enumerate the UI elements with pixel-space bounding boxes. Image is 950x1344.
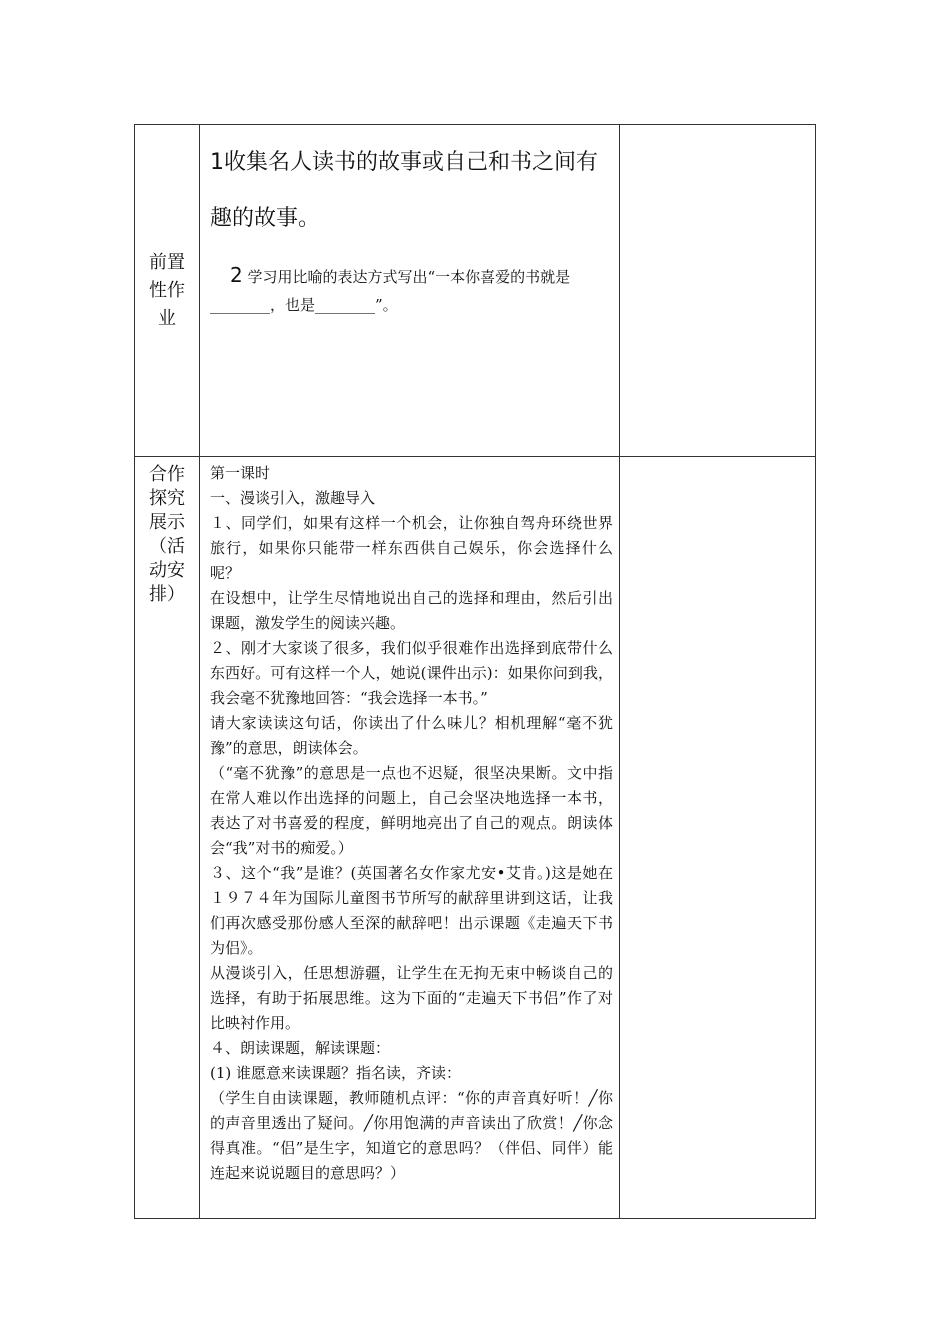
item-text: 收集名人读书的故事或自己和书之间有趣的故事。 (210, 150, 599, 231)
lesson-paragraph: ３、这个“我”是谁？(英国著名女作家尤安•艾肯。)这是她在１９７４年为国际儿童图书节所写的献辞里讲到这话，让我们再次感受那份感人至深的献辞吧！出示课题《走遍天下书为侣》。 (210, 864, 613, 957)
lesson-paragraph: ４、朗读课题，解读课题： (210, 1039, 391, 1057)
label-line: 探究 (149, 488, 185, 509)
lesson-paragraph: 请大家读读这句话，你读出了什么味儿？相机理解“毫不犹豫”的意思，朗读体会。 (210, 714, 613, 757)
lesson-paragraph: （学生自由读课题，教师随机点评：“你的声音真好听！╱你的声音里透出了疑问。╱你用饱满的声音读出了欣赏！╱你念得真准。“侣”是生字，知道它的意思吗？（伴侣、同伴）能连起来说说题目的意思吗？） (210, 1089, 613, 1182)
label-line: 展示 (149, 512, 185, 533)
label-line: 业 (158, 307, 176, 329)
homework-item-1 (210, 135, 611, 247)
cooperation-content (200, 457, 620, 1219)
lesson-paragraph: （“毫不犹豫”的意思是一点也不迟疑，很坚决果断。文中指在常人难以作出选择的问题上，自己会坚决地选择一本书，表达了对书喜爱的程度，鲜明地亮出了自己的观点。朗读体会“我”对书的痴爱。） (210, 764, 613, 857)
lesson-paragraph: (1) 谁愿意来读课题？指名读，齐读： (210, 1064, 462, 1082)
label-line: 合作 (149, 464, 185, 485)
label-line: 动安 (149, 560, 185, 581)
cooperation-label (135, 457, 200, 1219)
notes-cell (620, 457, 816, 1219)
notes-cell (620, 125, 816, 457)
cooperation-row (135, 457, 816, 1219)
lesson-paragraph: １、同学们，如果有这样一个机会，让你独自驾舟环绕世界旅行，如果你只能带一样东西供自己娱乐，你会选择什么呢？ (210, 514, 613, 582)
label-line: 性作 (149, 279, 185, 301)
label-line: 排） (149, 584, 185, 605)
lesson-paragraph: ２、刚才大家谈了很多，我们似乎很难作出选择到底带什么东西好。可有这样一个人，她说(课件出示)：如果你问到我，我会毫不犹豫地回答：“我会选择一本书。” (210, 639, 613, 707)
lesson-paragraph: 在设想中，让学生尽情地说出自己的选择和理由，然后引出课题，激发学生的阅读兴趣。 (210, 589, 613, 632)
label-line: （活 (149, 536, 185, 557)
pre-homework-row (135, 125, 816, 457)
label-line: 前置 (149, 251, 185, 273)
item-text: 学习用比喻的表达方式写出“一本你喜爱的书就是________，也是________”。 (210, 268, 571, 314)
item-number: 1 (210, 150, 224, 175)
pre-homework-label (135, 125, 200, 457)
homework-item-2 (210, 261, 611, 319)
lesson-paragraph: 一、漫谈引入，激趣导入 (210, 489, 376, 507)
item-number: 2 (230, 263, 243, 287)
lesson-paragraph: 第一课时 (210, 464, 271, 482)
lesson-plan-table (134, 124, 816, 1219)
lesson-paragraph: 从漫谈引入，任思想游疆，让学生在无拘无束中畅谈自己的选择，有助于拓展思维。这为下面的“走遍天下书侣”作了对比映衬作用。 (210, 964, 613, 1032)
pre-homework-content (200, 125, 620, 457)
